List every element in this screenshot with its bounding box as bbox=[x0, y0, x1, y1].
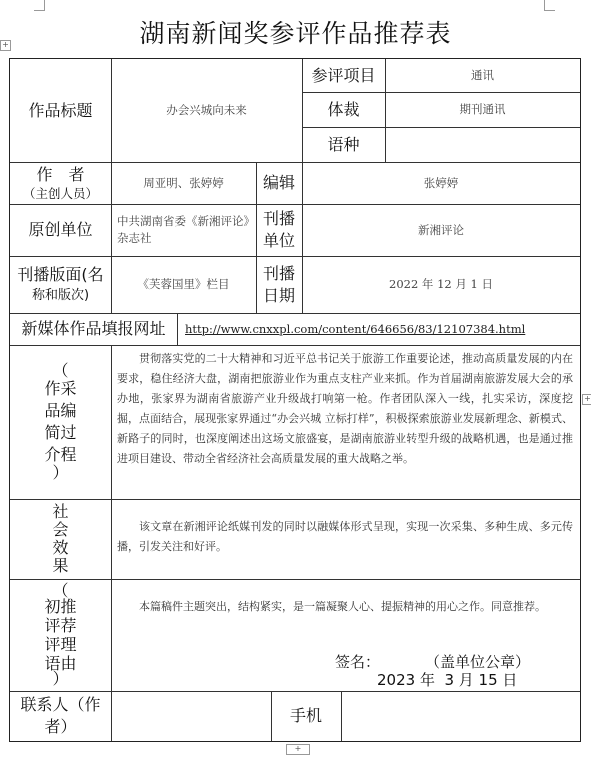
original-unit-value[interactable]: 中共湖南省委《新湘评论》杂志社 bbox=[117, 214, 250, 245]
review-label-open: （ bbox=[52, 581, 69, 600]
effect-label-line4: 果 bbox=[52, 556, 69, 575]
process-label-line4: 介程 bbox=[44, 445, 77, 464]
url-label: 新媒体作品填报网址 bbox=[21, 319, 166, 338]
publish-page-label-line1: 刊播版面(名 bbox=[17, 264, 104, 284]
author-label-line1: 作 者 bbox=[36, 165, 85, 184]
process-label-line2: 品编 bbox=[44, 401, 77, 420]
publish-date-value[interactable]: 2022 年 12 月 1 日 bbox=[389, 277, 493, 291]
review-label-line4: 语由 bbox=[44, 654, 77, 673]
publish-unit-label bbox=[256, 204, 302, 256]
form-title: 湖南新闻奖参评作品推荐表 bbox=[139, 19, 452, 48]
editor-value[interactable]: 张婷婷 bbox=[423, 175, 459, 190]
phone-value[interactable] bbox=[341, 691, 580, 741]
url-value[interactable]: http://www.cnxxpl.com/content/646656/83/12107384.html bbox=[185, 322, 526, 336]
language-value[interactable] bbox=[385, 127, 580, 162]
genre-label: 体裁 bbox=[327, 99, 360, 119]
publish-unit-value[interactable]: 新湘评论 bbox=[418, 222, 464, 237]
effect-label bbox=[10, 499, 111, 579]
review-label-line3: 评理 bbox=[44, 635, 77, 654]
process-text[interactable]: 贯彻落实党的二十大精神和习近平总书记关于旅游工作重要论述，推动高质量发展的内在要求，稳住经济大盘，湖南把旅游业作为重点支柱产业来抓。作为首届湖南旅游发展大会的承办地，张家界为湖南省旅游产业升级战打响第一枪。作者团队深入一线，扎实采访，深度挖掘，点面结合，展现张家界通过“办会兴城 立标打样”，积极探索旅游业发展新理念、新模式、新路子的同时，也深度阐述出这场文旅盛宴，是湖南旅游业转型升级的战略机遇，也是通过推进项目建设、带动全省经济社会高质量发展的重大战略之举。 bbox=[117, 352, 573, 465]
table-move-handle[interactable]: + bbox=[0, 40, 11, 51]
publish-page-label-line2: 称和版次) bbox=[31, 287, 90, 303]
column-add-handle[interactable]: + bbox=[286, 744, 310, 755]
category-label: 参评项目 bbox=[311, 65, 376, 85]
recommendation-form-table bbox=[9, 58, 581, 742]
work-title-label: 作品标题 bbox=[28, 100, 93, 120]
effect-text[interactable]: 该文章在新湘评论纸媒刊发的同时以融媒体形式呈现，实现一次采集、多种生成、多元传播，引发关注和好评。 bbox=[117, 520, 573, 553]
genre-value[interactable]: 期刊通讯 bbox=[459, 102, 506, 116]
phone-label: 手机 bbox=[289, 706, 322, 725]
publish-page-value[interactable]: 《芙蓉国里》栏目 bbox=[137, 277, 230, 291]
author-label-line2: （主创人员） bbox=[22, 186, 98, 201]
publish-page-label bbox=[10, 256, 111, 313]
effect-label-line2: 会 bbox=[52, 520, 69, 539]
review-label bbox=[10, 579, 111, 691]
process-label-line3: 简过 bbox=[44, 423, 77, 442]
page-corner-mark-tr bbox=[544, 0, 555, 11]
author-value[interactable]: 周亚明、张婷婷 bbox=[143, 175, 224, 190]
publish-date-label bbox=[256, 256, 302, 313]
row-add-handle[interactable]: + bbox=[582, 394, 591, 405]
original-unit-label: 原创单位 bbox=[28, 220, 93, 239]
publish-unit-label-line1: 刊播 bbox=[262, 209, 295, 228]
process-label-line1: 作采 bbox=[44, 379, 77, 398]
publish-unit-label-line2: 单位 bbox=[262, 231, 295, 250]
review-text[interactable]: 本篇稿件主题突出，结构紧实，是一篇凝聚人心、提振精神的用心之作。同意推荐。 bbox=[139, 600, 546, 613]
editor-label: 编辑 bbox=[262, 173, 295, 192]
effect-label-line3: 效 bbox=[52, 538, 69, 557]
review-label-line1: 初推 bbox=[44, 597, 77, 616]
author-label bbox=[10, 162, 111, 204]
sign-line[interactable]: 签名： （盖单位公章） bbox=[335, 653, 531, 671]
effect-label-line1: 社 bbox=[52, 502, 69, 521]
contact-label: 联系人（作者） bbox=[20, 695, 101, 736]
category-value[interactable]: 通讯 bbox=[471, 68, 494, 82]
process-label-close: ） bbox=[52, 463, 69, 482]
sign-date[interactable]: 2023 年 3 月 15 日 bbox=[377, 671, 518, 689]
contact-value[interactable] bbox=[111, 691, 271, 741]
publish-date-label-line2: 日期 bbox=[262, 285, 295, 305]
review-label-close: ） bbox=[52, 669, 69, 688]
page-corner-mark-tl bbox=[34, 0, 45, 11]
process-label bbox=[10, 345, 111, 499]
language-label: 语种 bbox=[327, 134, 360, 154]
review-label-line2: 评荐 bbox=[44, 616, 77, 635]
work-title-value[interactable]: 办会兴城向未来 bbox=[166, 103, 247, 117]
publish-date-label-line1: 刊播 bbox=[262, 263, 295, 283]
process-label-open: （ bbox=[52, 361, 69, 380]
